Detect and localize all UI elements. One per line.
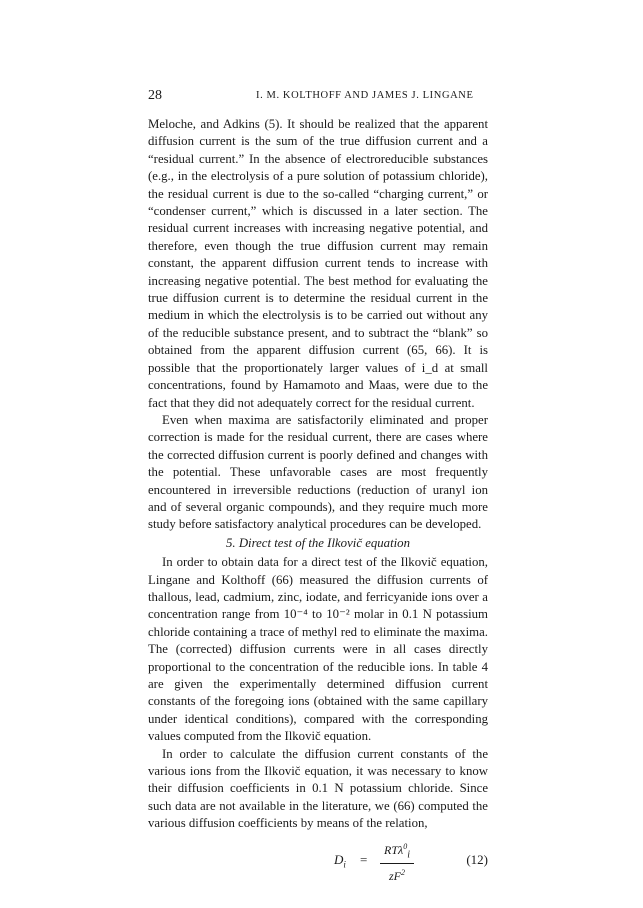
running-head: I. M. KOLTHOFF AND JAMES J. LINGANE — [256, 90, 474, 101]
paragraph-1: Meloche, and Adkins (5). It should be realized that the apparent diffusion current is the sum of the true diffusion current and a “residual current.” In the absence of electroreducible substances (e.g., in the electrolysis of a pure solution of potassium chloride), the residual current is due to the so-called “charging current,” or “condenser current,” which is discussed in a later section. The residual current increases with increasing negative potential, and therefore, even though the true diffusion current may remain constant, the apparent diffusion current tends to increase with increasing negative potential. The best method for evaluating the true diffusion current is to determine the residual current in the medium in which the electrolysis is to be carried out without any of the reducible substance present, and to subtract the “blank” so obtained from the apparent diffusion current (65, 66). It is possible that the proportionately larger values of i_d at small concentrations, found by Hamamoto and Maas, were due to the fact that they did not adequately correct for the residual current. — [148, 117, 488, 410]
equation-denominator: $zF^2$ — [389, 868, 405, 884]
equation-12 — [148, 839, 488, 884]
equation-numerator: RTλ$^0_i$ — [384, 841, 410, 861]
equation-fraction — [380, 839, 414, 884]
paragraph-4: In order to calculate the diffusion current constants of the various ions from the Ilkovič equation, it was necessary to know their diffusion coefficients in 0.1 N potassium chloride. Since such data are not available in the literature, we (66) computed the various diffusion coefficients by means of the relation, — [148, 746, 488, 831]
equation-lhs: $D_i$ — [334, 851, 346, 870]
page-header — [148, 88, 488, 106]
section-heading: 5. Direct test of the Ilkovič equation — [226, 535, 410, 550]
equation-equals: = — [360, 851, 368, 867]
paragraph-3: In order to obtain data for a direct test of the Ilkovič equation, Lingane and Kolthoff (66) measured the diffusion currents of thallous, lead, cadmium, zinc, iodate, and ferricyanide ions over a concentration range from 10⁻⁴ to 10⁻² molar in 0.1 N potassium chloride containing a trace of methyl red to eliminate the maxima. The (corrected) diffusion currents were in all cases directly proportional to the concentration of the reducible ions. In table 4 are given the experimentally determined diffusion current constants of the foregoing ions (obtained with the same capillary under identical conditions), compared with the corresponding values computed from the Ilkovič equation. — [148, 555, 488, 744]
body-text — [148, 116, 488, 884]
fraction-bar — [380, 863, 414, 864]
page-number: 28 — [148, 88, 162, 103]
paragraph-2: Even when maxima are satisfactorily eliminated and proper correction is made for the residual current, there are cases where the corrected diffusion current is poorly defined and changes with the potential. These unfavorable cases are most frequently encountered in irreversible reductions (reduction of uranyl ion and of several organic compounds), and they require much more study before satisfactory analytical procedures can be developed. — [148, 412, 488, 532]
equation-number: (12) — [466, 851, 488, 867]
